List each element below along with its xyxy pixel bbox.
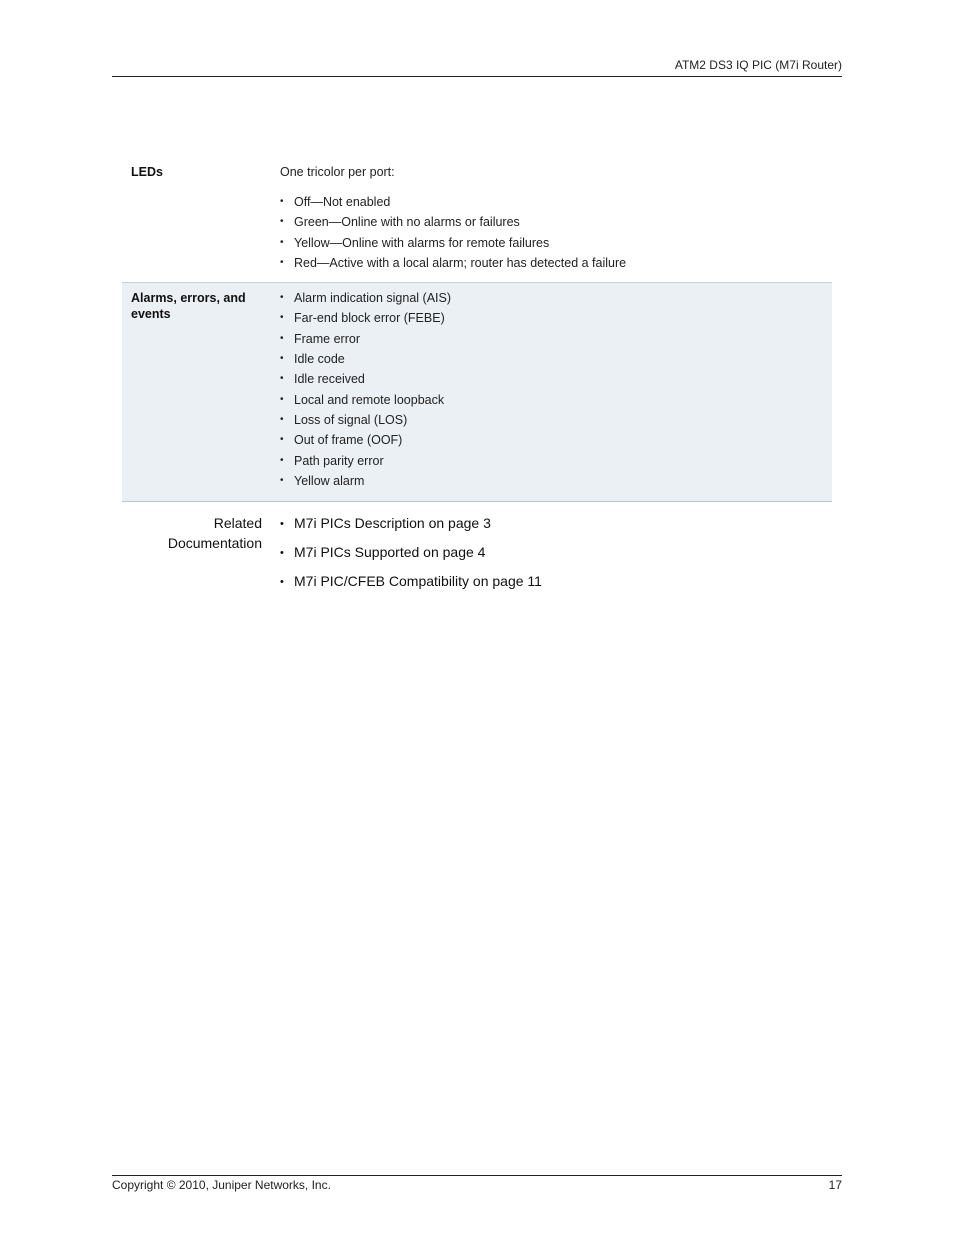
- alarms-list: [280, 288, 822, 491]
- header-rule: [112, 76, 842, 77]
- list-item: • Yellow alarm: [280, 471, 822, 491]
- spec-label-alarms: Alarms, errors, and events: [122, 283, 280, 502]
- related-link[interactable]: • M7i PICs Description on page 3: [280, 513, 542, 533]
- related-link[interactable]: • M7i PICs Supported on page 4: [280, 542, 542, 562]
- list-item: • Far-end block error (FEBE): [280, 308, 822, 328]
- related-heading-line2: Documentation: [167, 535, 262, 551]
- list-item: • Path parity error: [280, 451, 822, 471]
- page-number: 17: [828, 1178, 842, 1192]
- list-item: • Yellow—Online with alarms for remote failures: [280, 233, 822, 253]
- list-item: • Loss of signal (LOS): [280, 410, 822, 430]
- spec-row-alarms: [122, 283, 832, 502]
- list-item: • Frame error: [280, 329, 822, 349]
- related-link[interactable]: • M7i PIC/CFEB Compatibility on page 11: [280, 571, 542, 591]
- list-item: • Idle code: [280, 349, 822, 369]
- leds-intro: One tricolor per port:: [280, 165, 395, 179]
- spec-value-alarms: [280, 283, 832, 502]
- list-item: • Red—Active with a local alarm; router has detected a failure: [280, 253, 822, 273]
- spec-label-leds: LEDs: [131, 165, 163, 179]
- list-item: • Idle received: [280, 369, 822, 389]
- list-item: • Out of frame (OOF): [280, 430, 822, 450]
- list-item: • Alarm indication signal (AIS): [280, 288, 822, 308]
- leds-list: [280, 192, 822, 273]
- spec-row-leds: [122, 158, 832, 283]
- related-documentation-heading: [122, 513, 262, 553]
- related-documentation-list: [280, 513, 542, 600]
- list-item: • Green—Online with no alarms or failures: [280, 212, 822, 232]
- running-header: ATM2 DS3 IQ PIC (M7i Router): [674, 58, 842, 72]
- spec-value-leds: [280, 158, 832, 283]
- footer-copyright: Copyright © 2010, Juniper Networks, Inc.: [112, 1178, 331, 1192]
- list-item: • Local and remote loopback: [280, 390, 822, 410]
- related-heading-line1: Related: [213, 515, 262, 531]
- list-item: • Off—Not enabled: [280, 192, 822, 212]
- footer-rule: [112, 1175, 842, 1176]
- spec-table: [122, 158, 832, 502]
